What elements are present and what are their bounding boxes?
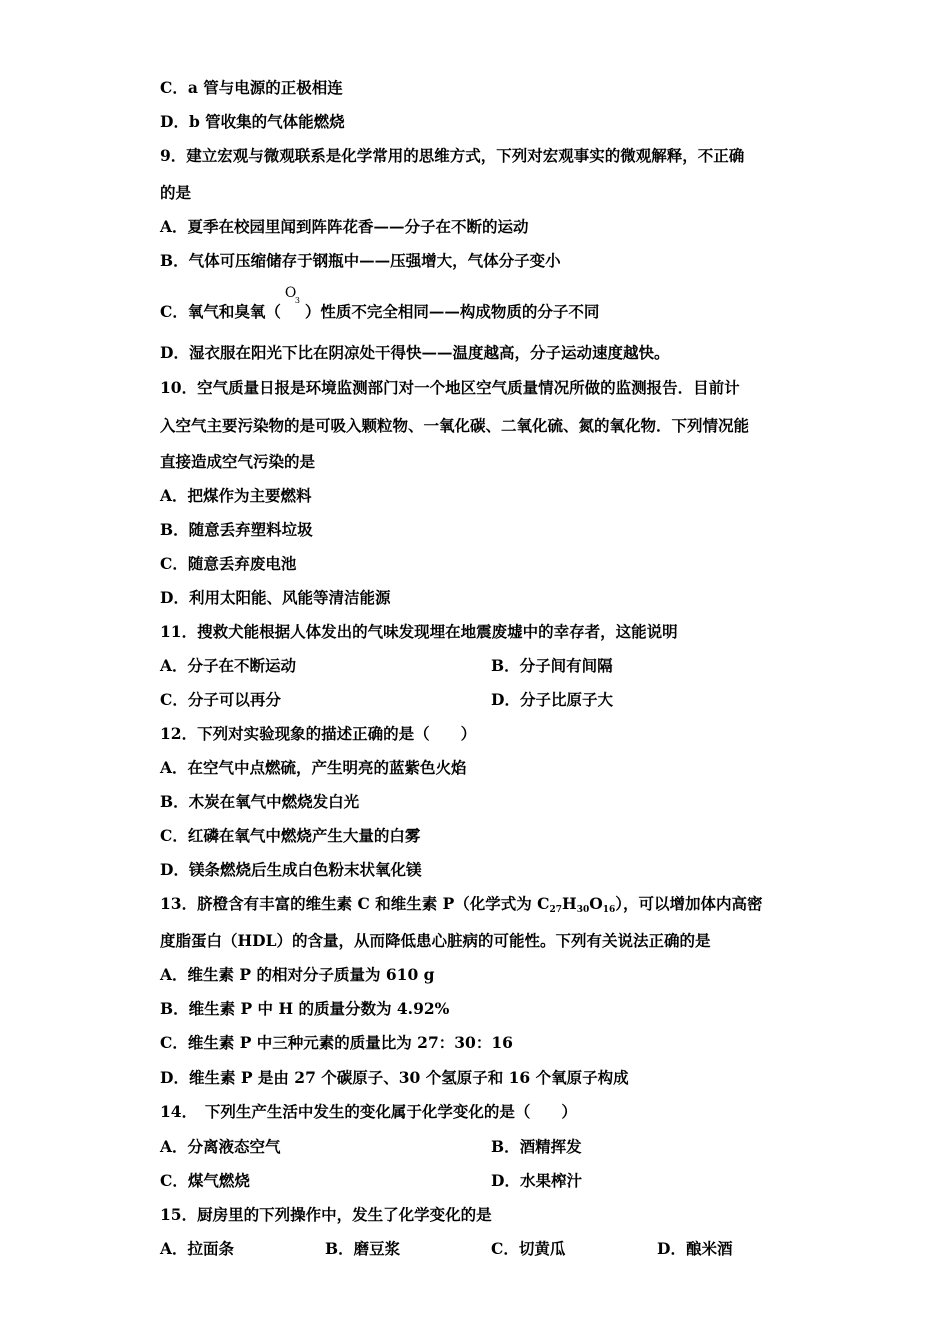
subscript: 16	[602, 905, 616, 915]
q13-option-d: D．维生素 P 是由 27 个碳原子、30 个氢原子和 16 个氧原子构成	[160, 1068, 629, 1087]
q9-option-d: D．湿衣服在阳光下比在阴凉处干得快——温度越高，分子运动速度越快。	[160, 343, 670, 362]
q15-option-c: C．切黄瓜	[491, 1239, 566, 1258]
q13-stem-part: H	[562, 894, 577, 913]
q11-stem: 11．搜救犬能根据人体发出的气味发现埋在地震废墟中的幸存者，这能说明	[160, 622, 678, 641]
q13-option-c: C．维生素 P 中三种元素的质量比为 27：30：16	[160, 1033, 513, 1052]
q11-option-b: B．分子间有间隔	[491, 656, 613, 675]
q9-option-a: A．夏季在校园里闻到阵阵花香——分子在不断的运动	[160, 217, 529, 236]
q12-option-c: C．红磷在氧气中燃烧产生大量的白雾	[160, 826, 421, 845]
q9-option-c-prefix: C．氧气和臭氧（	[160, 302, 281, 321]
q10-stem-line-2: 入空气主要污染物的是可吸入颗粒物、一氧化碳、二氧化硫、氮的氧化物．下列情况能	[160, 416, 750, 435]
q14-option-b: B．酒精挥发	[491, 1137, 582, 1156]
q11-option-a: A．分子在不断运动	[160, 656, 297, 675]
q15-option-a: A．拉面条	[160, 1239, 235, 1258]
q15-option-d: D．酿米酒	[657, 1239, 733, 1258]
q9-option-c	[160, 285, 600, 322]
q10-stem-line-1: 10．空气质量日报是环境监测部门对一个地区空气质量情况所做的监测报告．目前计	[160, 378, 740, 397]
q15-stem: 15．厨房里的下列操作中，发生了化学变化的是	[160, 1205, 492, 1224]
q10-option-d: D．利用太阳能、风能等清洁能源	[160, 588, 391, 607]
q8-option-c: C．a 管与电源的正极相连	[160, 78, 343, 97]
q11-option-c: C．分子可以再分	[160, 690, 281, 709]
subscript: 27	[549, 905, 563, 915]
q11-option-d: D．分子比原子大	[491, 690, 613, 709]
subscript: 30	[576, 905, 590, 915]
q14-option-a: A．分离液态空气	[160, 1137, 281, 1156]
q10-option-c: C．随意丢弃废电池	[160, 554, 297, 573]
q13-stem-line-2: 度脂蛋白（HDL）的含量，从而降低患心脏病的可能性。下列有关说法正确的是	[160, 931, 711, 950]
q12-option-b: B．木炭在氧气中燃烧发白光	[160, 792, 360, 811]
q9-stem-line-2: 的是	[160, 183, 192, 202]
q8-option-d: D．b 管收集的气体能燃烧	[160, 112, 345, 131]
q9-option-b: B．气体可压缩储存于钢瓶中——压强增大，气体分子变小	[160, 251, 561, 270]
q10-option-b: B．随意丢弃塑料垃圾	[160, 520, 313, 539]
ozone-formula: O 3	[284, 285, 300, 305]
q9-stem-line-1: 9．建立宏观与微观联系是化学常用的思维方式，下列对宏观事实的微观解释，不正确	[160, 146, 745, 165]
q9-option-c-suffix: ）性质不完全相同——构成物质的分子不同	[304, 302, 600, 321]
q14-stem: 14． 下列生产生活中发生的变化属于化学变化的是（ ）	[160, 1102, 577, 1121]
q13-stem-line-1	[160, 894, 763, 920]
q13-stem-part: 13．脐橙含有丰富的维生素 C 和维生素 P（化学式为 C	[160, 894, 550, 913]
q15-option-b: B．磨豆浆	[325, 1239, 401, 1258]
q12-option-a: A．在空气中点燃硫，产生明亮的蓝紫色火焰	[160, 758, 467, 777]
q13-option-b: B．维生素 P 中 H 的质量分数为 4.92%	[160, 999, 450, 1018]
q13-option-a: A．维生素 P 的相对分子质量为 610 g	[160, 965, 435, 984]
q13-stem-part: O	[589, 894, 603, 913]
q14-option-c: C．煤气燃烧	[160, 1171, 250, 1190]
q13-stem-part: ），可以增加体内高密	[615, 894, 763, 913]
q14-option-d: D．水果榨汁	[491, 1171, 582, 1190]
q10-stem-line-3: 直接造成空气污染的是	[160, 452, 316, 471]
q12-option-d: D．镁条燃烧后生成白色粉末状氧化镁	[160, 860, 422, 879]
q12-stem: 12．下列对实验现象的描述正确的是（ ）	[160, 724, 477, 743]
q10-option-a: A．把煤作为主要燃料	[160, 486, 312, 505]
